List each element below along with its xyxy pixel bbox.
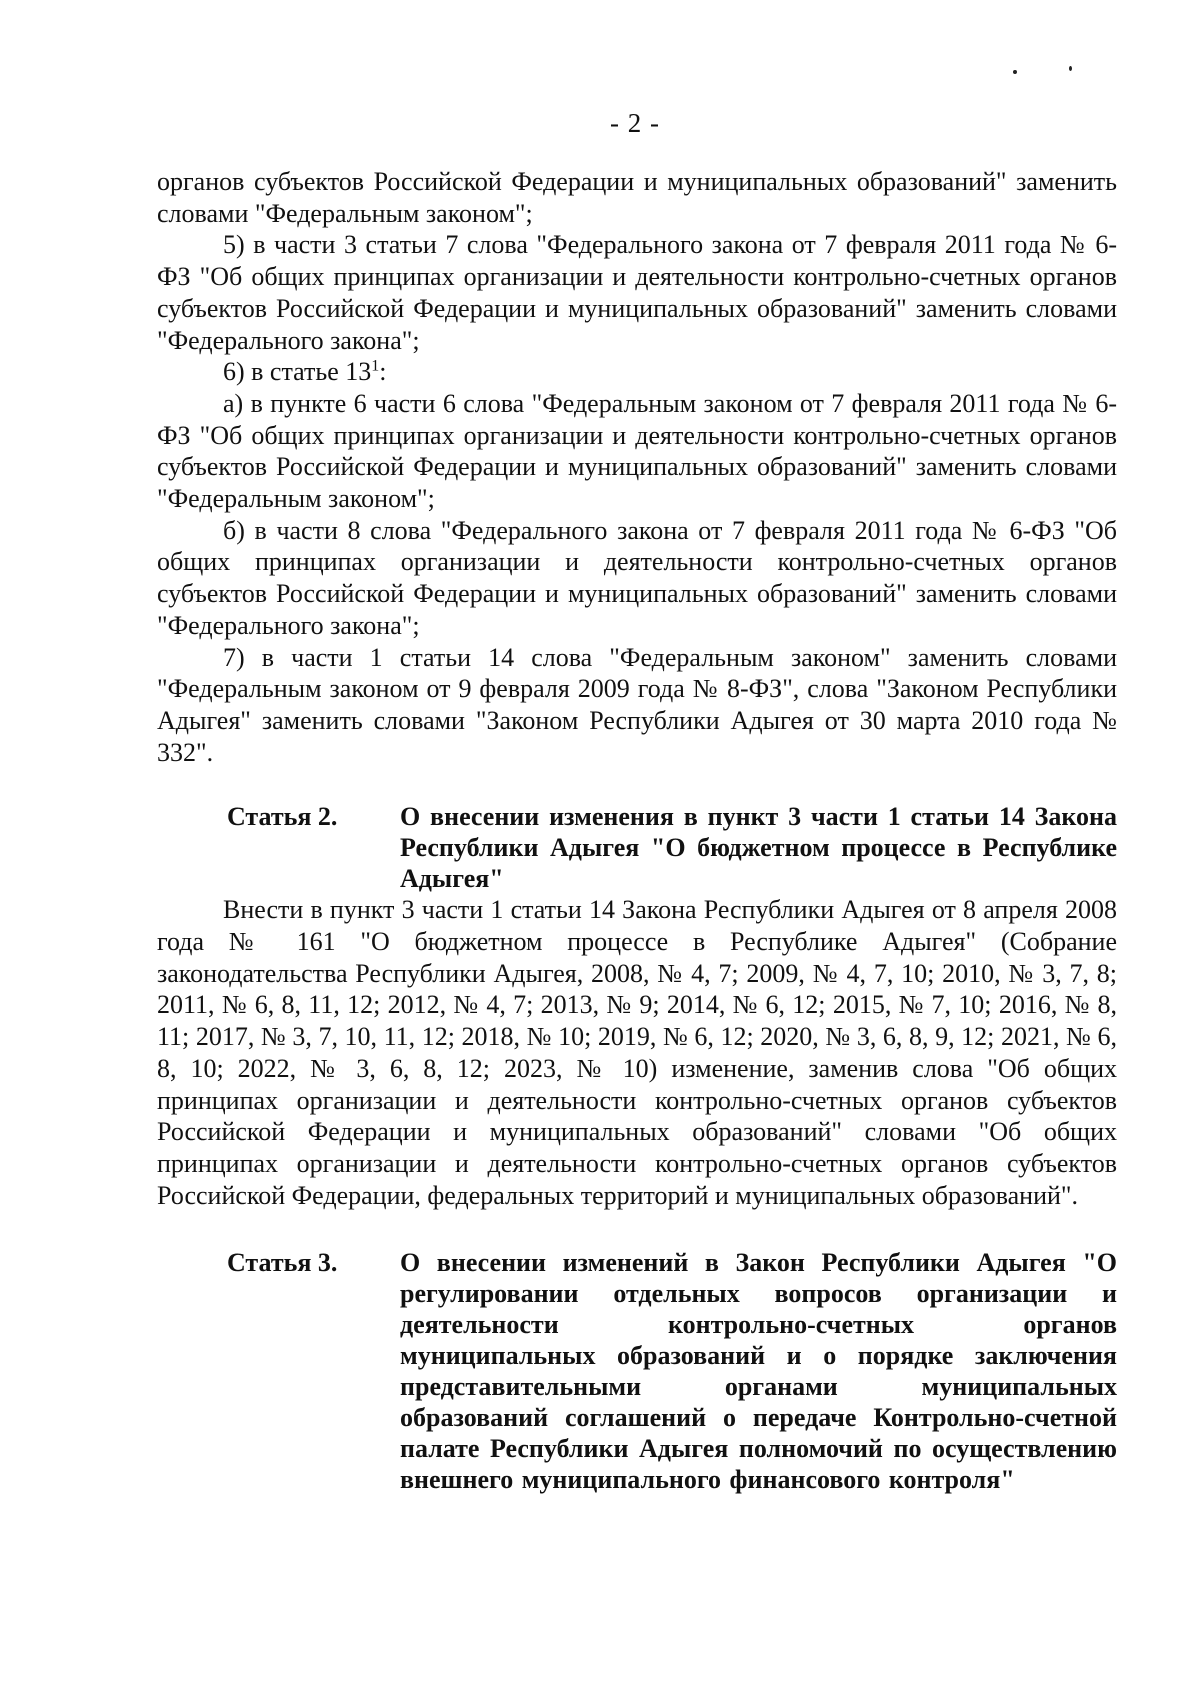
paragraph-item-6 bbox=[157, 356, 1117, 388]
paragraph-item-6-tail: : bbox=[379, 357, 387, 387]
document-body bbox=[157, 166, 1117, 1495]
scan-mark bbox=[1069, 66, 1072, 71]
paragraph-item-5: 5) в части 3 статьи 7 слова "Федерального закона от 7 февраля 2011 года № 6-ФЗ "Об общих принципах организации и деятельности контрольно-счетных органов субъектов Российской Федерации и муниципальных образований" заменить словами "Федерального закона"; bbox=[157, 230, 1117, 355]
paragraph-item-6b: б) в части 8 слова "Федерального закона от 7 февраля 2011 года № 6-ФЗ "Об общих принципах организации и деятельности контрольно-счетных органов субъектов Российской Федерации и муниципальных образований" заменить словами "Федерального закона"; bbox=[157, 515, 1117, 640]
paragraph-item-7: 7) в части 1 статьи 14 слова "Федеральным законом" заменить словами "Федеральным законом от 9 февраля 2009 года № 8-ФЗ", слова "Законом Республики Адыгея" заменить словами "Законом Республики Адыгея от 30 марта 2010 года № 332". bbox=[157, 642, 1117, 767]
article-3-label: Статья 3. bbox=[227, 1248, 338, 1278]
superscript: 1 bbox=[371, 357, 380, 375]
paragraph-item-6-text: 6) в статье 13 bbox=[223, 357, 372, 387]
article-2-title: О внесении изменения в пункт 3 части 1 статьи 14 Закона Республики Адыгея "О бюджетном процессе в Республике Адыгея" bbox=[400, 802, 1117, 894]
paragraph-continuation: органов субъектов Российской Федерации и муниципальных образований" заменить словами "Федеральным законом"; bbox=[157, 167, 1117, 228]
article-2-heading bbox=[157, 801, 1117, 894]
page-number: - 2 - bbox=[610, 108, 660, 138]
article-2-label: Статья 2. bbox=[227, 802, 338, 832]
article-3-title: О внесении изменений в Закон Республики Адыгея "О регулировании отдельных вопросов организации и деятельности контрольно-счетных органов муниципальных образований и о порядке заключения представительными органами муниципальных образований соглашений о передаче Контрольно-счетной палате Республики Адыгея полномочий по осуществлению внешнего муниципального финансового контроля" bbox=[400, 1248, 1117, 1495]
article-2-body: Внести в пункт 3 части 1 статьи 14 Закона Республики Адыгея от 8 апреля 2008 года № 161 "О бюджетном процессе в Республике Адыгея" (Собрание законодательства Республики Адыгея, 2008, № 4, 7; 2009, № 4, 7, 10; 2010, № 3, 7, 8; 2011, № 6, 8, 11, 12; 2012, № 4, 7; 2013, № 9; 2014, № 6, 12; 2015, № 7, 10; 2016, № 8, 11; 2017, № 3, 7, 10, 11, 12; 2018, № 10; 2019, № 6, 12; 2020, № 3, 6, 8, 9, 12; 2021, № 6, 8, 10; 2022, № 3, 6, 8, 12; 2023, № 10) изменение, заменив слова "Об общих принципах организации и деятельности контрольно-счетных органов субъектов Российской Федерации и муниципальных образований" словами "Об общих принципах организации и деятельности контрольно-счетных органов субъектов Российской Федерации, федеральных территорий и муниципальных образований". bbox=[157, 895, 1117, 1210]
scan-mark bbox=[1013, 70, 1017, 74]
paragraph-item-6a: а) в пункте 6 части 6 слова "Федеральным законом от 7 февраля 2011 года № 6-ФЗ "Об общих принципах организации и деятельности контрольно-счетных органов субъектов Российской Федерации и муниципальных образований" заменить словами "Федеральным законом"; bbox=[157, 388, 1117, 514]
article-3-heading bbox=[157, 1247, 1117, 1495]
